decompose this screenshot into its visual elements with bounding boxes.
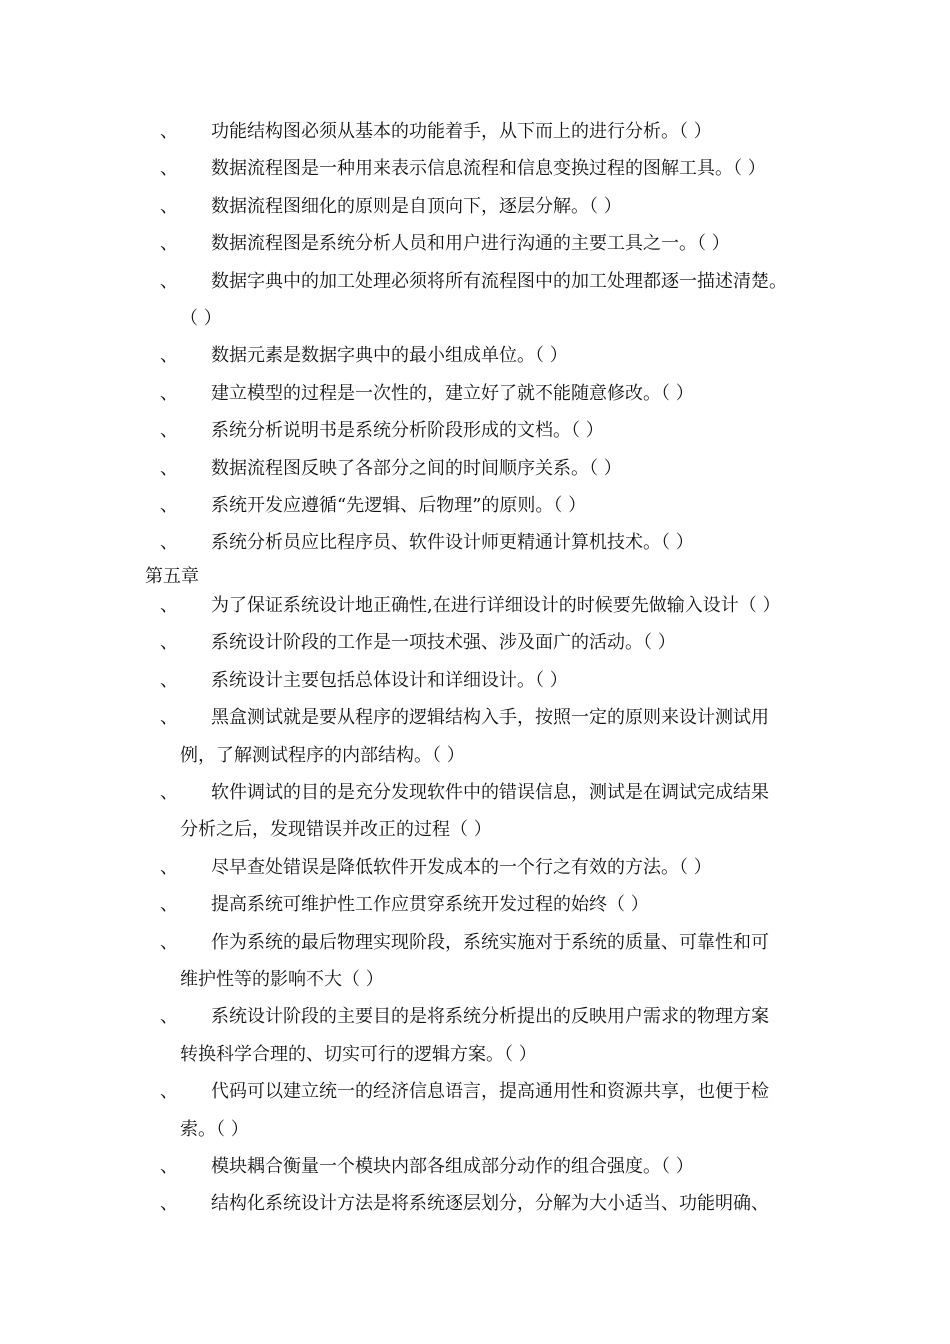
question-text: 数据元素是数据字典中的最小组成单位。（ ）: [211, 345, 568, 367]
question-text: 数据流程图是系统分析人员和用户进行沟通的主要工具之一。（ ）: [211, 233, 730, 255]
enum-mark: 、: [160, 420, 178, 442]
enum-mark: 、: [160, 457, 178, 479]
question-text: 数据流程图反映了各部分之间的时间顺序关系。（ ）: [211, 457, 622, 479]
question-text: 模块耦合衡量一个模块内部各组成部分动作的组合强度。（ ）: [211, 1156, 694, 1177]
question-text: 尽早查处错误是降低软件开发成本的一个行之有效的方法。（ ）: [211, 856, 712, 878]
question-text: 为了保证系统设计地正确性,在进行详细设计的时候要先做输入设计（ ）: [211, 595, 781, 616]
enum-mark: 、: [160, 1006, 178, 1028]
question-text: 结构化系统设计方法是将系统逐层划分，分解为大小适当、功能明确、: [211, 1193, 769, 1215]
enum-mark: 、: [160, 495, 178, 516]
enum-mark: 、: [160, 856, 178, 878]
question-text: 数据字典中的加工处理必须将所有流程图中的加工处理都逐一描述清楚。: [211, 270, 787, 292]
enum-mark: 、: [160, 707, 178, 729]
enum-mark: 、: [160, 1081, 178, 1103]
question-text-continued: 例，了解测试程序的内部结构。（ ）: [180, 744, 465, 766]
enum-mark: 、: [160, 894, 178, 916]
question-text: 黑盒测试就是要从程序的逻辑结构入手，按照一定的原则来设计测试用: [211, 707, 769, 729]
question-text: 系统设计阶段的主要目的是将系统分析提出的反映用户需求的物理方案: [211, 1006, 769, 1028]
enum-mark: 、: [160, 931, 178, 953]
enum-mark: 、: [160, 195, 178, 217]
enum-mark: 、: [160, 121, 178, 142]
enum-mark: 、: [160, 270, 178, 292]
question-text: 提高系统可维护性工作应贯穿系统开发过程的始终（ ）: [211, 894, 649, 916]
enum-mark: 、: [160, 632, 178, 654]
question-text: 作为系统的最后物理实现阶段，系统实施对于系统的质量、可靠性和可: [211, 931, 769, 953]
question-text-continued: 分析之后，发现错误并改正的过程（ ）: [180, 819, 492, 841]
enum-mark: 、: [160, 669, 178, 691]
question-text: 软件调试的目的是充分发现软件中的错误信息，测试是在调试完成结果: [211, 782, 769, 803]
question-text: 系统设计主要包括总体设计和详细设计。（ ）: [211, 669, 568, 691]
question-text-continued: 维护性等的影响不大（ ）: [180, 969, 384, 990]
question-text-continued: 索。（ ）: [180, 1118, 249, 1140]
question-text: 系统分析员应比程序员、软件设计师更精通计算机技术。（ ）: [211, 532, 694, 554]
question-text: 代码可以建立统一的经济信息语言，提高通用性和资源共享，也便于检: [211, 1081, 769, 1103]
question-text: 系统设计阶段的工作是一项技术强、涉及面广的活动。（ ）: [211, 632, 676, 654]
enum-mark: 、: [160, 595, 178, 616]
enum-mark: 、: [160, 158, 178, 180]
question-text-continued: 转换科学合理的、切实可行的逻辑方案。（ ）: [180, 1043, 537, 1065]
enum-mark: 、: [160, 532, 178, 554]
question-text: 数据流程图细化的原则是自顶向下，逐层分解。（ ）: [211, 195, 622, 217]
question-text: 系统分析说明书是系统分析阶段形成的文档。（ ）: [211, 420, 604, 442]
enum-mark: 、: [160, 382, 178, 404]
enum-mark: 、: [160, 233, 178, 255]
enum-mark: 、: [160, 1193, 178, 1215]
question-text: 建立模型的过程是一次性的，建立好了就不能随意修改。（ ）: [211, 382, 694, 404]
enum-mark: 、: [160, 1156, 178, 1177]
enum-mark: 、: [160, 345, 178, 367]
enum-mark: 、: [160, 782, 178, 803]
chapter-heading: 第五章: [145, 566, 199, 587]
question-text: 系统开发应遵循“先逻辑、后物理”的原则。（ ）: [211, 495, 587, 516]
question-text-continued: （ ）: [180, 308, 222, 329]
question-text: 数据流程图是一种用来表示信息流程和信息变换过程的图解工具。（ ）: [211, 158, 766, 180]
question-text: 功能结构图必须从基本的功能着手，从下而上的进行分析。（ ）: [211, 121, 712, 142]
